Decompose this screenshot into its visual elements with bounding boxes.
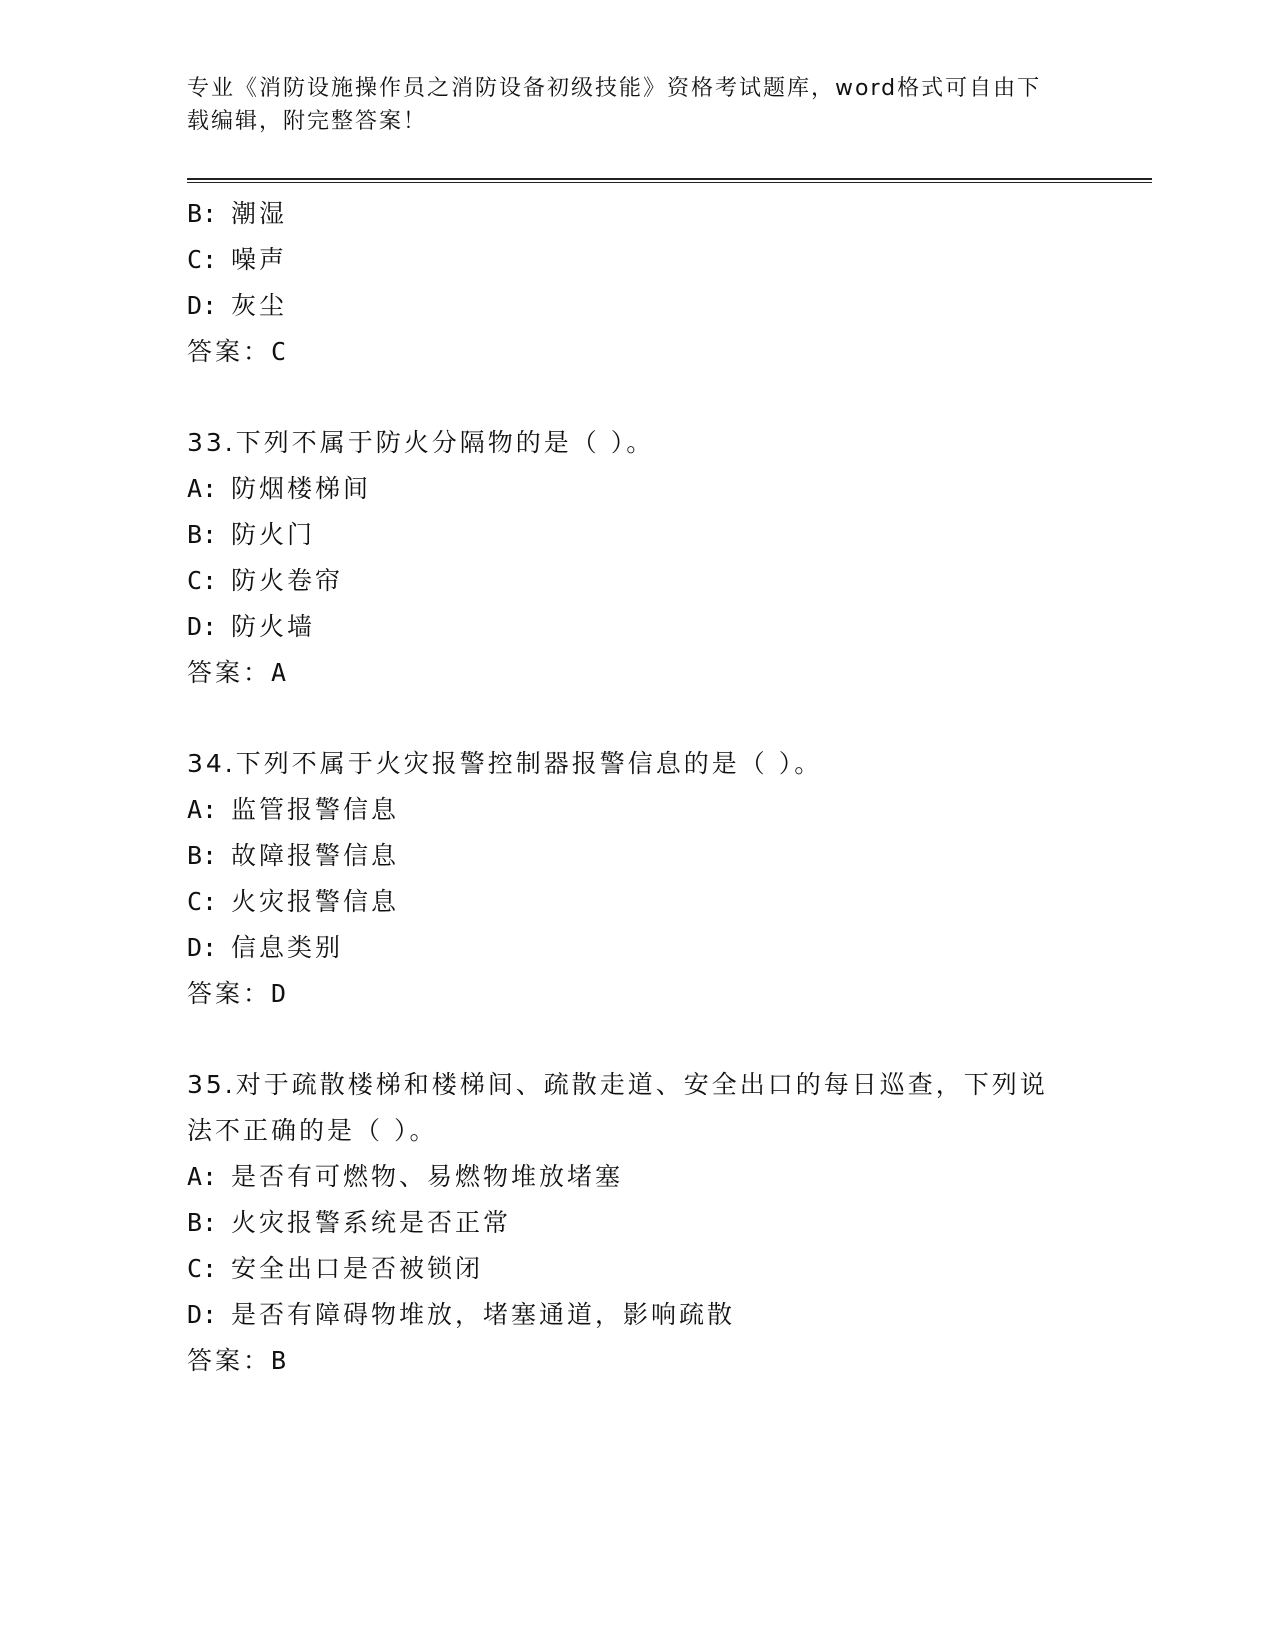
question-fragment [187,191,1087,375]
option-text: 是否有可燃物、易燃物堆放堵塞 [231,1162,624,1191]
option-letter: A: [187,1162,218,1191]
option-c [187,558,1087,604]
question-stem: 33.下列不属于防火分隔物的是（ ）。 [187,428,655,457]
option-text: 防火门 [231,520,316,549]
option-text: 防火墙 [231,612,316,641]
question-stem: 34.下列不属于火灾报警控制器报警信息的是（ ）。 [187,749,823,778]
option-letter: A: [187,474,218,503]
option-b [187,512,1087,558]
question-list [187,191,1087,1384]
option-text: 是否有障碍物堆放，堵塞通道，影响疏散 [231,1300,736,1329]
option-letter: A: [187,795,218,824]
option-text: 监管报警信息 [231,795,400,824]
option-letter: B: [187,1208,218,1237]
option-letter: D: [187,1300,218,1329]
option-d [187,925,1087,971]
question-stem: 35.对于疏散楼梯和楼梯间、疏散走道、安全出口的每日巡查，下列说 [187,1070,1048,1099]
option-text: 潮湿 [231,199,288,228]
option-b [187,191,1087,237]
spacer [187,1017,1087,1062]
option-a [187,466,1087,512]
option-b [187,833,1087,879]
option-text: 安全出口是否被锁闭 [231,1254,484,1283]
option-text: 灰尘 [231,291,288,320]
answer-line [187,650,1087,696]
option-text: 故障报警信息 [231,841,400,870]
answer-line [187,1338,1087,1384]
header-divider-bottom [187,182,1152,183]
option-text: 防烟楼梯间 [231,474,372,503]
option-letter: D: [187,291,218,320]
option-letter: D: [187,612,218,641]
answer-value: D [271,979,287,1008]
spacer [187,696,1087,741]
option-d [187,283,1087,329]
question-35 [187,1062,1087,1384]
option-letter: B: [187,199,218,228]
answer-value: C [271,337,287,366]
option-text: 信息类别 [231,933,344,962]
answer-label: 答案： [187,337,272,366]
option-letter: B: [187,520,218,549]
option-a [187,787,1087,833]
question-34 [187,741,1087,1017]
answer-value: A [271,658,287,687]
question-stem-continued: 法不正确的是（ ）。 [187,1116,438,1145]
option-c [187,879,1087,925]
option-a [187,1154,1087,1200]
header-divider-top [187,178,1152,180]
option-d [187,604,1087,650]
document-header [187,72,1067,138]
option-letter: C: [187,887,218,916]
answer-line [187,971,1087,1017]
answer-label: 答案： [187,658,272,687]
option-b [187,1200,1087,1246]
option-c [187,237,1087,283]
option-letter: C: [187,245,218,274]
option-text: 火灾报警信息 [231,887,400,916]
option-letter: B: [187,841,218,870]
option-text: 防火卷帘 [231,566,344,595]
option-c [187,1246,1087,1292]
spacer [187,375,1087,420]
option-text: 火灾报警系统是否正常 [231,1208,512,1237]
header-line-2: 载编辑，附完整答案！ [187,109,428,134]
option-letter: D: [187,933,218,962]
header-line-1: 专业《消防设施操作员之消防设备初级技能》资格考试题库，word格式可自由下 [187,76,1042,101]
answer-line [187,329,1087,375]
option-d [187,1292,1087,1338]
answer-value: B [271,1346,287,1375]
option-letter: C: [187,1254,218,1283]
answer-label: 答案： [187,979,272,1008]
option-text: 噪声 [231,245,288,274]
answer-label: 答案： [187,1346,272,1375]
option-letter: C: [187,566,218,595]
question-33 [187,420,1087,696]
